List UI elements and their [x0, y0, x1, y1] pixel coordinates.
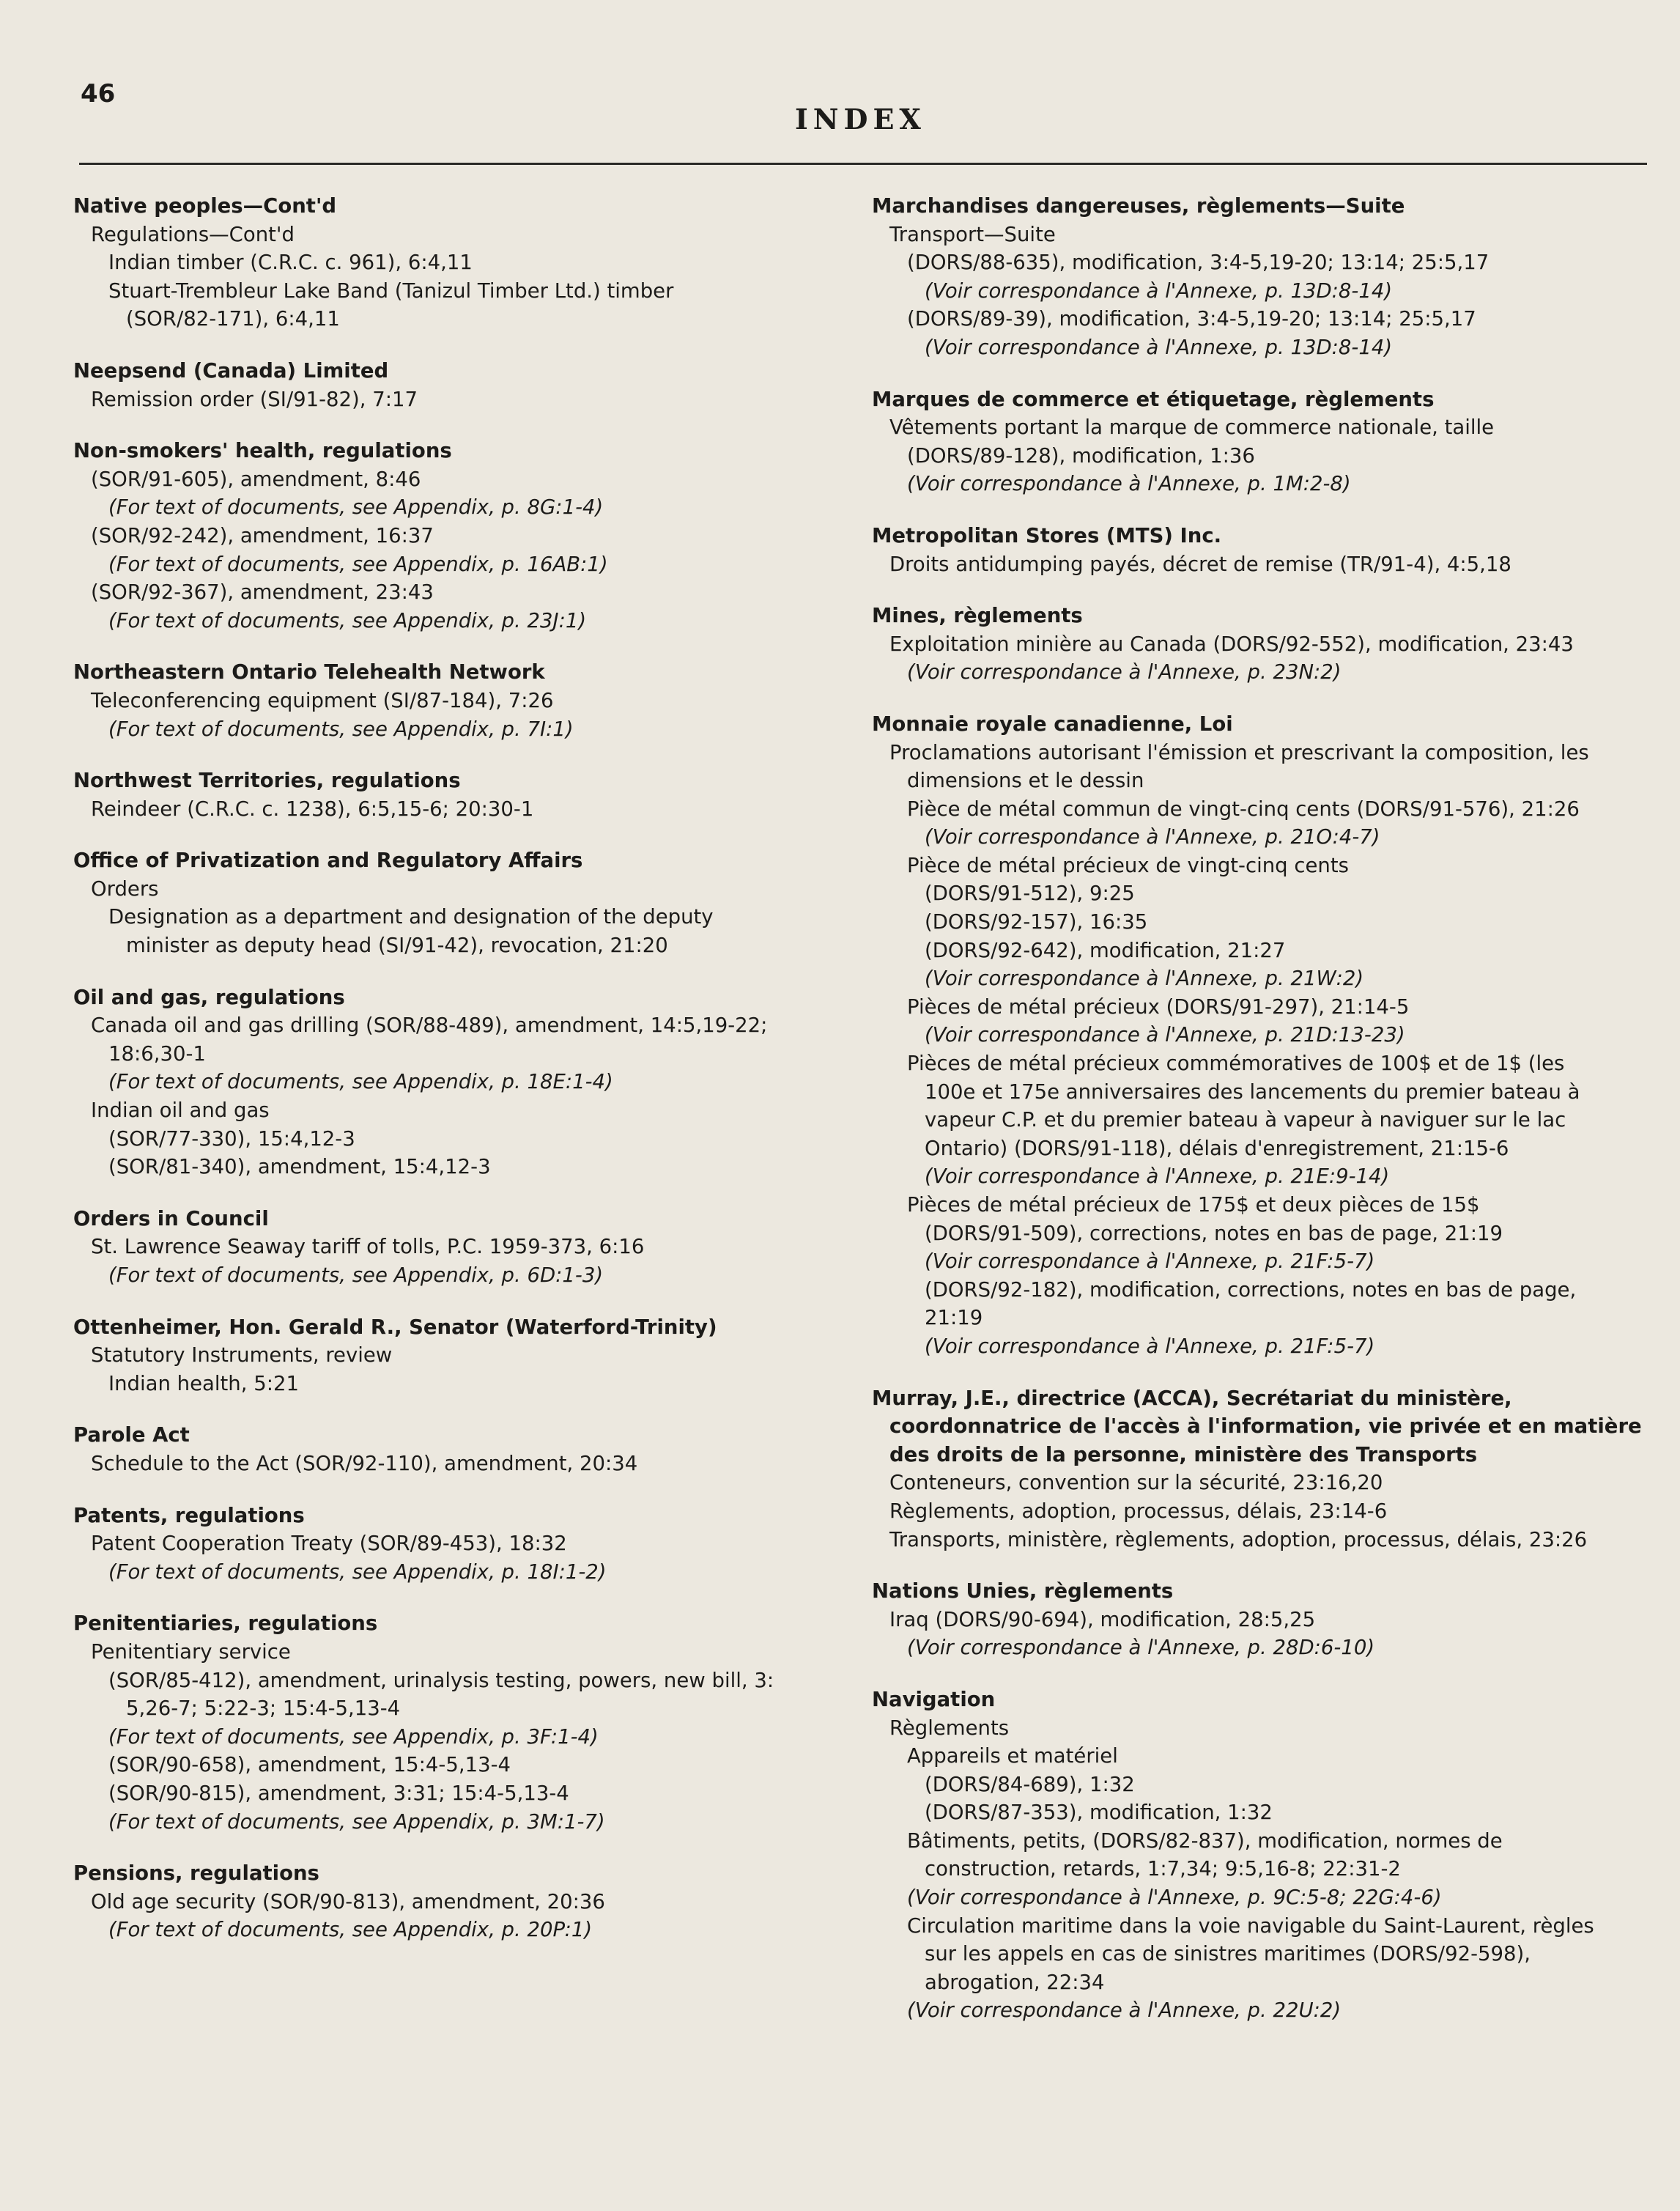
index-subentry: Bâtiments, petits, (DORS/82-837), modification, normes de — [907, 1828, 1503, 1853]
index-subentry: Vêtements portant la marque de commerce nationale, taille — [889, 416, 1495, 440]
index-subentry: (Voir correspondance à l'Annexe, p. 21D:13-23) — [925, 1023, 1405, 1047]
page-title: INDEX — [795, 103, 926, 136]
index-entry — [73, 658, 850, 743]
index-subentry: Pièces de métal précieux de 175$ et deux pièces de 15$ — [907, 1193, 1480, 1217]
index-subentry: (For text of documents, see Appendix, p. 3F:1-4) — [108, 1724, 599, 1749]
index-heading: Monnaie royale canadienne, Loi — [872, 712, 1233, 736]
index-subentry: (SOR/92-367), amendment, 23:43 — [91, 580, 434, 605]
index-subentry: Ontario) (DORS/91-118), délais d'enregistrement, 21:15-6 — [925, 1136, 1509, 1160]
index-subentry: Pièce de métal commun de vingt-cinq cents (DORS/91-576), 21:26 — [907, 797, 1580, 821]
index-subentry: Pièce de métal précieux de vingt-cinq cents — [907, 853, 1349, 877]
index-subentry: Orders — [91, 876, 159, 901]
index-entry — [73, 1421, 850, 1477]
index-subentry: (SOR/91-605), amendment, 8:46 — [91, 467, 421, 491]
index-subentry: Patent Cooperation Treaty (SOR/89-453), 18:32 — [91, 1532, 567, 1556]
index-subentry: (Voir correspondance à l'Annexe, p. 28D:6-10) — [907, 1636, 1375, 1660]
index-subentry: (SOR/90-658), amendment, 15:4-5,13-4 — [108, 1753, 511, 1777]
index-subentry: Indian oil and gas — [91, 1099, 270, 1123]
index-subentry: Teleconferencing equipment (SI/87-184), 7:26 — [91, 688, 554, 712]
index-heading: Native peoples—Cont'd — [73, 194, 337, 218]
index-subentry: Règlements — [889, 1716, 1010, 1740]
index-entry — [872, 1686, 1667, 2025]
index-subentry: 5,26-7; 5:22-3; 15:4-5,13-4 — [126, 1697, 401, 1721]
index-entry — [872, 710, 1667, 1361]
index-subentry: 18:6,30-1 — [108, 1041, 206, 1066]
index-subentry: Proclamations autorisant l'émission et prescrivant la composition, les — [889, 740, 1589, 764]
index-subentry: dimensions et le dessin — [907, 769, 1144, 793]
index-column-right — [872, 192, 1667, 2048]
index-subentry: Remission order (SI/91-82), 7:17 — [91, 387, 418, 411]
index-subentry: Indian health, 5:21 — [108, 1371, 299, 1395]
index-subentry: (DORS/91-509), corrections, notes en bas de page, 21:19 — [925, 1221, 1503, 1245]
index-heading: Nations Unies, règlements — [872, 1579, 1174, 1603]
index-heading: Parole Act — [73, 1423, 190, 1447]
index-entry — [73, 1205, 850, 1290]
index-subentry: (For text of documents, see Appendix, p. 20P:1) — [108, 1918, 593, 1942]
index-heading: Pensions, regulations — [73, 1861, 319, 1886]
index-entry — [872, 522, 1667, 578]
index-heading: des droits de la personne, ministère des Transports — [889, 1442, 1478, 1466]
index-heading: Navigation — [872, 1687, 996, 1711]
header-rule — [79, 163, 1647, 165]
index-subentry: St. Lawrence Seaway tariff of tolls, P.C. 1959-373, 6:16 — [91, 1235, 645, 1259]
index-heading: Office of Privatization and Regulatory Affairs — [73, 849, 583, 873]
index-subentry: abrogation, 22:34 — [925, 1970, 1105, 1994]
index-subentry: (DORS/92-182), modification, corrections, notes en bas de page, — [925, 1277, 1577, 1302]
index-entry — [872, 385, 1667, 498]
index-subentry: (For text of documents, see Appendix, p. 6D:1-3) — [108, 1263, 604, 1287]
index-subentry: Exploitation minière au Canada (DORS/92-552), modification, 23:43 — [889, 632, 1574, 656]
index-subentry: (Voir correspondance à l'Annexe, p. 13D:8-14) — [925, 335, 1393, 359]
index-subentry: Conteneurs, convention sur la sécurité, 23:16,20 — [889, 1471, 1383, 1495]
index-subentry: (Voir correspondance à l'Annexe, p. 22U:2) — [907, 1998, 1342, 2023]
index-subentry: Old age security (SOR/90-813), amendment, 20:36 — [91, 1889, 605, 1913]
index-subentry: Droits antidumping payés, décret de remise (TR/91-4), 4:5,18 — [889, 552, 1511, 576]
index-subentry: (Voir correspondance à l'Annexe, p. 13D:8-14) — [925, 278, 1393, 303]
index-subentry: (DORS/87-353), modification, 1:32 — [925, 1801, 1273, 1825]
index-entry — [73, 192, 850, 333]
index-subentry: Transport—Suite — [889, 222, 1056, 246]
index-subentry: (DORS/88-635), modification, 3:4-5,19-20; 13:14; 25:5,17 — [907, 251, 1490, 275]
index-subentry: 100e et 175e anniversaires des lancements du premier bateau à — [925, 1079, 1580, 1104]
index-subentry: (For text of documents, see Appendix, p. 18I:1-2) — [108, 1559, 607, 1584]
index-subentry: Indian timber (C.R.C. c. 961), 6:4,11 — [108, 251, 473, 275]
index-heading: Northeastern Ontario Telehealth Network — [73, 660, 545, 684]
index-subentry: (For text of documents, see Appendix, p. 16AB:1) — [108, 552, 608, 576]
index-subentry: 21:19 — [925, 1306, 983, 1330]
index-subentry: (Voir correspondance à l'Annexe, p. 21F:5-7) — [925, 1334, 1375, 1358]
index-entry — [73, 357, 850, 413]
index-subentry: (For text of documents, see Appendix, p. 3M:1-7) — [108, 1809, 605, 1834]
index-subentry: Circulation maritime dans la voie navigable du Saint-Laurent, règles — [907, 1913, 1594, 1938]
index-subentry: (For text of documents, see Appendix, p. 18E:1-4) — [108, 1070, 613, 1094]
index-subentry: Pièces de métal précieux commémoratives de 100$ et de 1$ (les — [907, 1052, 1565, 1076]
index-subentry: (For text of documents, see Appendix, p. 7I:1) — [108, 717, 574, 741]
index-subentry: (DORS/84-689), 1:32 — [925, 1772, 1135, 1796]
index-subentry: (Voir correspondance à l'Annexe, p. 23N:2) — [907, 660, 1342, 684]
index-subentry: (SOR/77-330), 15:4,12-3 — [108, 1126, 355, 1151]
index-heading: coordonnatrice de l'accès à l'information, vie privée et en matière — [889, 1414, 1642, 1439]
index-subentry: (Voir correspondance à l'Annexe, p. 21E:9-14) — [925, 1164, 1390, 1189]
index-subentry: Stuart-Trembleur Lake Band (Tanizul Timber Ltd.) timber — [108, 278, 674, 303]
index-subentry: (SOR/90-815), amendment, 3:31; 15:4-5,13-4 — [108, 1781, 569, 1805]
index-heading: Murray, J.E., directrice (ACCA), Secrétariat du ministère, — [872, 1386, 1512, 1410]
index-subentry: (DORS/92-157), 16:35 — [925, 910, 1148, 934]
index-heading: Marchandises dangereuses, règlements—Suite — [872, 194, 1405, 218]
index-subentry: vapeur C.P. et du premier bateau à vapeur à naviguer sur le lac — [925, 1108, 1566, 1132]
index-entry — [73, 437, 850, 635]
index-subentry: Appareils et matériel — [907, 1744, 1118, 1768]
index-heading: Orders in Council — [73, 1206, 269, 1230]
index-subentry: Pièces de métal précieux (DORS/91-297), 21:14-5 — [907, 994, 1410, 1019]
index-heading: Mines, règlements — [872, 604, 1083, 628]
index-subentry: Règlements, adoption, processus, délais, 23:14-6 — [889, 1499, 1388, 1523]
page-number: 46 — [81, 79, 116, 108]
index-entry — [73, 846, 850, 959]
index-subentry: construction, retards, 1:7,34; 9:5,16-8; 22:31-2 — [925, 1857, 1401, 1881]
index-heading: Northwest Territories, regulations — [73, 769, 461, 793]
index-heading: Marques de commerce et étiquetage, règlements — [872, 387, 1435, 411]
index-entry — [872, 1577, 1667, 1662]
index-subentry: Transports, ministère, règlements, adoption, processus, délais, 23:26 — [889, 1527, 1588, 1551]
index-subentry: (Voir correspondance à l'Annexe, p. 21F:5-7) — [925, 1250, 1375, 1274]
index-subentry: Reindeer (C.R.C. c. 1238), 6:5,15-6; 20:30-1 — [91, 797, 534, 821]
index-heading: Oil and gas, regulations — [73, 985, 345, 1009]
index-heading: Neepsend (Canada) Limited — [73, 358, 389, 383]
index-heading: Ottenheimer, Hon. Gerald R., Senator (Waterford-Trinity) — [73, 1315, 717, 1339]
index-subentry: Canada oil and gas drilling (SOR/88-489), amendment, 14:5,19-22; — [91, 1014, 768, 1038]
index-subentry: Regulations—Cont'd — [91, 222, 295, 246]
index-subentry: (DORS/89-128), modification, 1:36 — [907, 443, 1255, 468]
index-subentry: Statutory Instruments, review — [91, 1343, 393, 1367]
index-subentry: (SOR/81-340), amendment, 15:4,12-3 — [108, 1155, 491, 1179]
index-subentry: minister as deputy head (SI/91-42), revocation, 21:20 — [126, 934, 668, 958]
index-subentry: (Voir correspondance à l'Annexe, p. 21O:4-7) — [925, 825, 1380, 849]
index-heading: Metropolitan Stores (MTS) Inc. — [872, 523, 1222, 547]
index-entry — [872, 1384, 1667, 1554]
index-subentry: (SOR/85-412), amendment, urinalysis testing, powers, new bill, 3: — [108, 1668, 774, 1692]
index-subentry: Penitentiary service — [91, 1639, 291, 1664]
index-subentry: (Voir correspondance à l'Annexe, p. 21W:2) — [925, 967, 1364, 991]
index-entry — [73, 1609, 850, 1836]
index-subentry: (DORS/92-642), modification, 21:27 — [925, 938, 1286, 962]
index-subentry: (Voir correspondance à l'Annexe, p. 1M:2-8) — [907, 472, 1351, 496]
index-column-left — [73, 192, 850, 1968]
index-subentry: (SOR/82-171), 6:4,11 — [126, 307, 340, 331]
index-subentry: (SOR/92-242), amendment, 16:37 — [91, 523, 434, 547]
index-heading: Patents, regulations — [73, 1503, 305, 1527]
index-entry — [872, 192, 1667, 362]
index-entry — [73, 767, 850, 823]
index-entry — [872, 602, 1667, 687]
index-subentry: (DORS/91-512), 9:25 — [925, 882, 1135, 906]
index-subentry: (For text of documents, see Appendix, p. 23J:1) — [108, 608, 587, 632]
index-entry — [73, 1502, 850, 1587]
index-subentry: Iraq (DORS/90-694), modification, 28:5,25 — [889, 1607, 1316, 1631]
index-heading: Penitentiaries, regulations — [73, 1612, 378, 1636]
index-entry — [73, 1859, 850, 1944]
index-subentry: Designation as a department and designation of the deputy — [108, 905, 714, 929]
index-subentry: (For text of documents, see Appendix, p. 8G:1-4) — [108, 495, 604, 520]
index-subentry: (DORS/89-39), modification, 3:4-5,19-20; 13:14; 25:5,17 — [907, 307, 1476, 331]
index-entry — [73, 983, 850, 1181]
index-subentry: (Voir correspondance à l'Annexe, p. 9C:5-8; 22G:4-6) — [907, 1886, 1442, 1910]
index-heading: Non-smokers' health, regulations — [73, 439, 452, 463]
index-entry — [73, 1313, 850, 1398]
index-subentry: sur les appels en cas de sinistres maritimes (DORS/92-598), — [925, 1942, 1531, 1966]
index-subentry: Schedule to the Act (SOR/92-110), amendment, 20:34 — [91, 1451, 638, 1475]
